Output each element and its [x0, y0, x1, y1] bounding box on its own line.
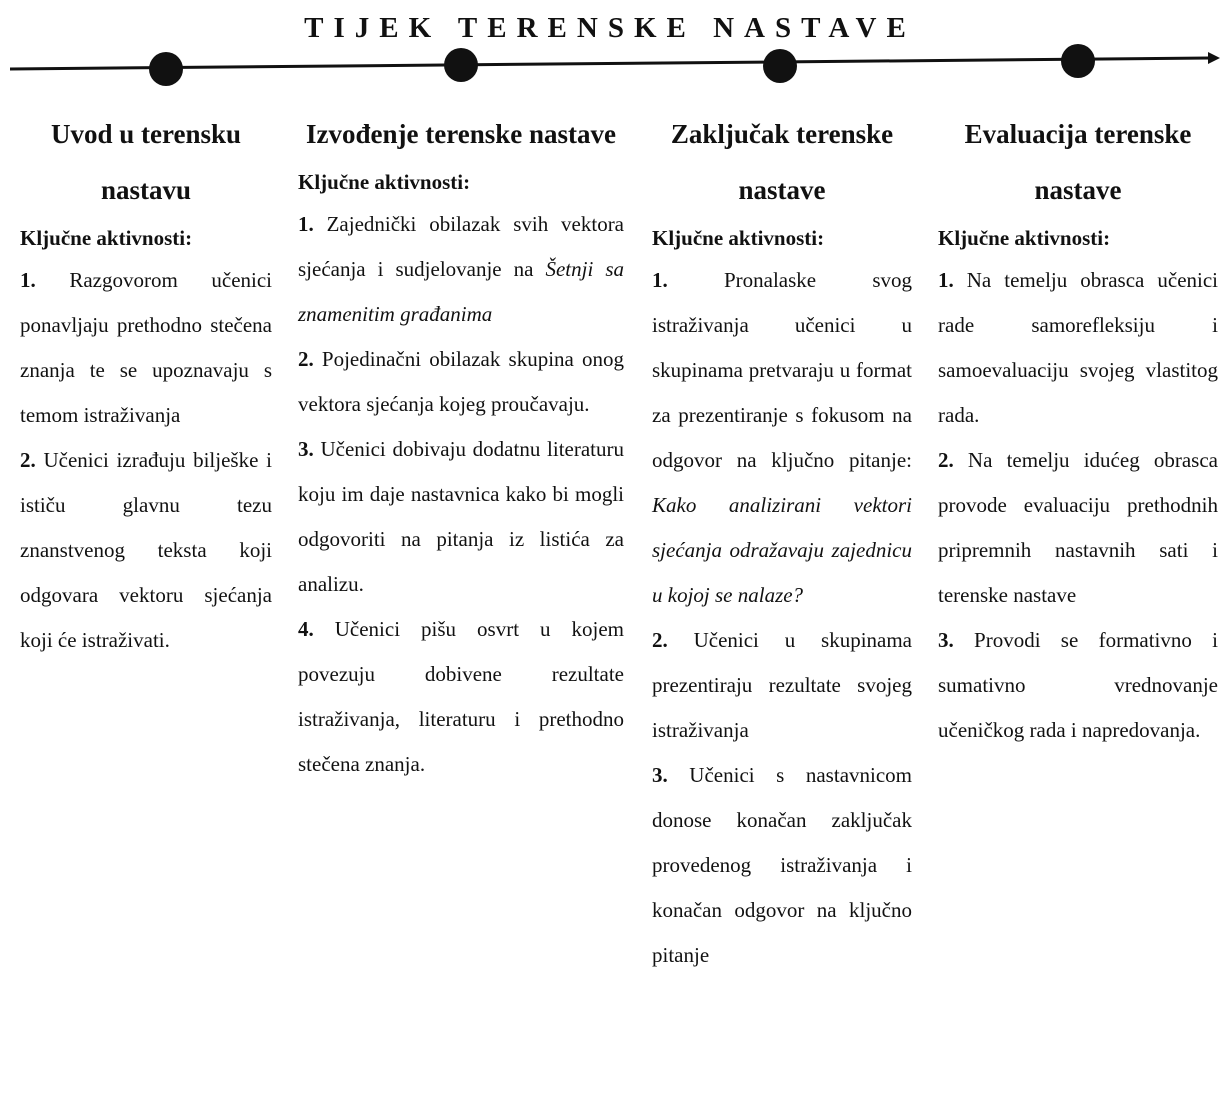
- activity-item: [298, 427, 624, 607]
- timeline-node-4: [1061, 44, 1095, 78]
- stage-subheading: Ključne aktivnosti:: [652, 226, 825, 250]
- activity-number: 1.: [652, 268, 668, 292]
- activity-number: 2.: [20, 448, 36, 472]
- activity-item: [20, 438, 272, 663]
- activity-text: Pronalaske svog istraživanja učenici u skupinama pretvaraju u format za prezentiranje s fokusom na odgovor na ključno pitanje:: [652, 268, 912, 472]
- activity-number: 3.: [298, 437, 314, 461]
- activity-text: Zajednički obilazak svih vektora sjećanja i sudjelovanje na: [298, 212, 625, 281]
- timeline-node-3: [763, 49, 797, 83]
- activity-item: [298, 202, 624, 337]
- timeline-arrow-head: [1208, 52, 1220, 64]
- activity-text: Učenici dobivaju dodatnu literaturu koju im daje nastavnica kako bi mogli odgovoriti na pitanja iz listića za analizu.: [298, 437, 624, 596]
- activity-text: Učenici pišu osvrt u kojem povezuju dobivene rezultate istraživanja, literaturu i prethodno stečena znanja.: [298, 617, 625, 776]
- activity-text-italic: Kako analizirani vektori sjećanja odražavaju zajednicu u kojoj se nalaze?: [652, 493, 912, 607]
- activity-item: [298, 337, 624, 427]
- timeline-node-2: [444, 48, 478, 82]
- activity-item: [938, 258, 1218, 438]
- activity-item: [652, 618, 912, 753]
- stage-subheading: Ključne aktivnosti:: [938, 226, 1111, 250]
- activity-number: 1.: [298, 212, 314, 236]
- timeline-line: [10, 58, 1210, 69]
- activity-number: 1.: [20, 268, 36, 292]
- activity-number: 2.: [298, 347, 314, 371]
- activity-item: [298, 607, 624, 787]
- activity-text: Učenici u skupinama prezentiraju rezultate svojeg istraživanja: [652, 628, 913, 742]
- activity-number: 1.: [938, 268, 954, 292]
- activity-number: 3.: [652, 763, 668, 787]
- activity-number: 2.: [652, 628, 668, 652]
- activity-text-italic: Šetnji sa znamenitim građanima: [298, 257, 624, 326]
- stage-subheading: Ključne aktivnosti:: [298, 170, 471, 194]
- activity-number: 3.: [938, 628, 954, 652]
- activity-text: Pojedinačni obilazak skupina onog vektora sjećanja kojeg proučavaju.: [298, 347, 625, 416]
- stage-subheading: Ključne aktivnosti:: [20, 226, 193, 250]
- stage-heading: Izvođenje terenske nastave: [306, 119, 616, 149]
- activity-text: Učenici s nastavnicom donose konačan zaključak provedenog istraživanja i konačan odgovor na ključno pitanje: [652, 763, 912, 967]
- activity-text: Učenici izrađuju bilješke i ističu glavnu tezu znanstvenog teksta koji odgovara vektoru sjećanja koji će istraživati.: [20, 448, 272, 652]
- activity-text: Provodi se formativno i sumativno vrednovanje učeničkog rada i napredovanja.: [938, 628, 1218, 742]
- timeline: [0, 40, 1220, 100]
- activity-item: [20, 258, 272, 438]
- activity-number: 2.: [938, 448, 954, 472]
- stage-heading: Zaključak terenske nastave: [670, 119, 894, 205]
- stage-zakljucak: [652, 106, 912, 978]
- timeline-node-1: [149, 52, 183, 86]
- activity-text: Razgovorom učenici ponavljaju prethodno stečena znanja te se upoznavaju s temom istraživanja: [20, 268, 273, 427]
- activity-item: [938, 618, 1218, 753]
- stage-uvod: [20, 106, 272, 663]
- stage-heading: Evaluacija terenske nastave: [964, 119, 1192, 205]
- activity-number: 4.: [298, 617, 314, 641]
- activity-text: Na temelju idućeg obrasca provode evaluaciju prethodnih pripremnih nastavnih sati i terenske nastave: [938, 448, 1218, 607]
- stage-evaluacija: [938, 106, 1218, 753]
- activity-item: [938, 438, 1218, 618]
- stage-izvodenje: [298, 106, 624, 787]
- activity-item: [652, 753, 912, 978]
- stage-heading: Uvod u terensku nastavu: [50, 119, 242, 205]
- diagram-title: TIJEK TERENSKE NASTAVE: [304, 12, 916, 44]
- activity-text: Na temelju obrasca učenici rade samorefleksiju i samoevaluaciju svojeg vlastitog rada.: [938, 268, 1219, 427]
- activity-item: [652, 258, 912, 618]
